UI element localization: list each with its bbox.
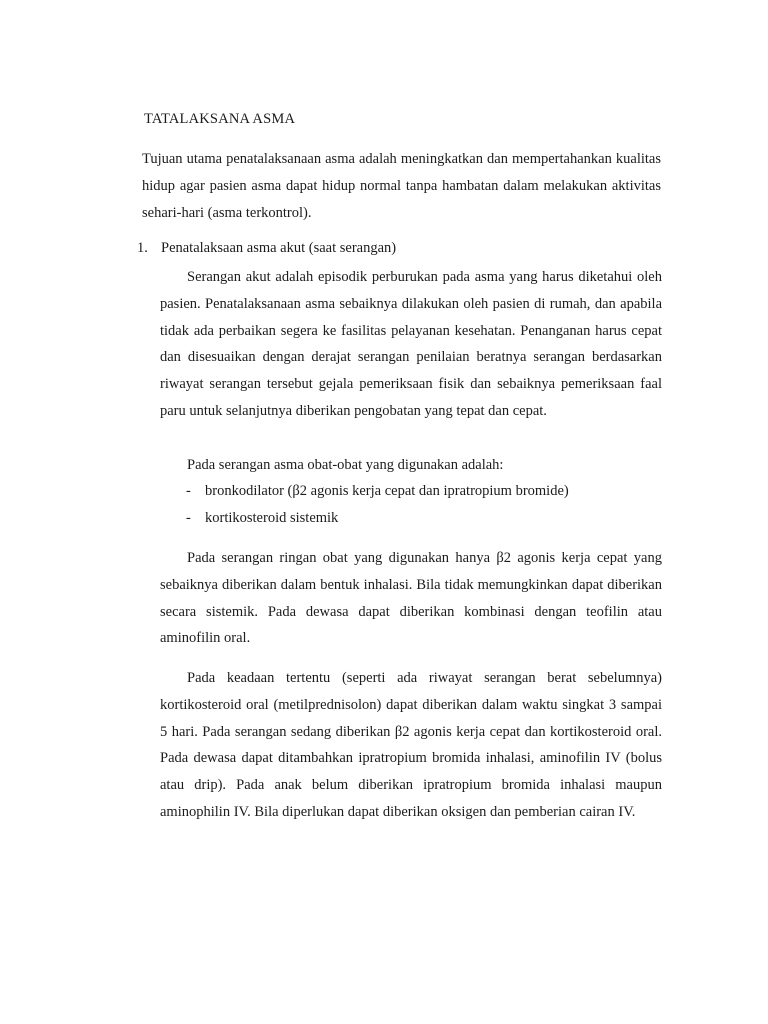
section-heading-text: Penatalaksaan asma akut (saat serangan)	[161, 240, 397, 256]
list-item	[186, 505, 569, 532]
intro-paragraph: Tujuan utama penatalaksanaan asma adalah meningkatkan dan mempertahankan kualitas hidup agar pasien asma dapat hidup normal tanpa hambatan dalam melakukan aktivitas sehari-hari (asma terkontrol).	[142, 151, 661, 221]
list-item	[186, 478, 569, 505]
list-marker: -	[186, 510, 191, 526]
section-paragraph-4: Pada keadaan tertentu (seperti ada riwayat serangan berat sebelumnya) kortikosteroid oral (metilprednisolon) dapat diberikan dalam waktu singkat 3 sampai 5 hari. Pada serangan sedang diberikan β2 agonis kerja cepat dan kortikosteroid oral. Pada dewasa dapat ditambahkan ipratropium bromida inhalasi, aminofilin IV (bolus atau drip). Pada anak belum diberikan ipratropium bromida inhalasi maupun aminophilin IV. Bila diperlukan dapat diberikan oksigen dan pemberian cairan IV.	[160, 670, 662, 820]
section-heading	[137, 240, 396, 257]
list-item-text: bronkodilator (β2 agonis kerja cepat dan ipratropium bromide)	[205, 483, 569, 499]
section-paragraph-2: Pada serangan asma obat-obat yang digunakan adalah:	[187, 457, 504, 473]
list-item-text: kortikosteroid sistemik	[205, 510, 339, 526]
section-number: 1.	[137, 240, 148, 256]
section-paragraph-3: Pada serangan ringan obat yang digunakan hanya β2 agonis kerja cepat yang sebaiknya diberikan dalam bentuk inhalasi. Bila tidak memungkinkan dapat diberikan secara sistemik. Pada dewasa dapat diberikan kombinasi dengan teofilin atau aminofilin oral.	[160, 550, 662, 647]
section-paragraph-1: Serangan akut adalah episodik perburukan pada asma yang harus diketahui oleh pasien. Penatalaksanaan asma sebaiknya dilakukan oleh pasien di rumah, dan apabila tidak ada perbaikan segera ke fasilitas pelayanan kesehatan. Penanganan harus cepat dan disesuaikan dengan derajat serangan penilaian beratnya serangan berdasarkan riwayat serangan tersebut gejala pemeriksaan fisik dan sebaiknya pemeriksaan faal paru untuk selanjutnya diberikan pengobatan yang tepat dan cepat.	[160, 269, 662, 419]
list-marker: -	[186, 483, 191, 499]
document-title: TATALAKSANA ASMA	[144, 111, 296, 127]
drug-list	[186, 478, 569, 532]
